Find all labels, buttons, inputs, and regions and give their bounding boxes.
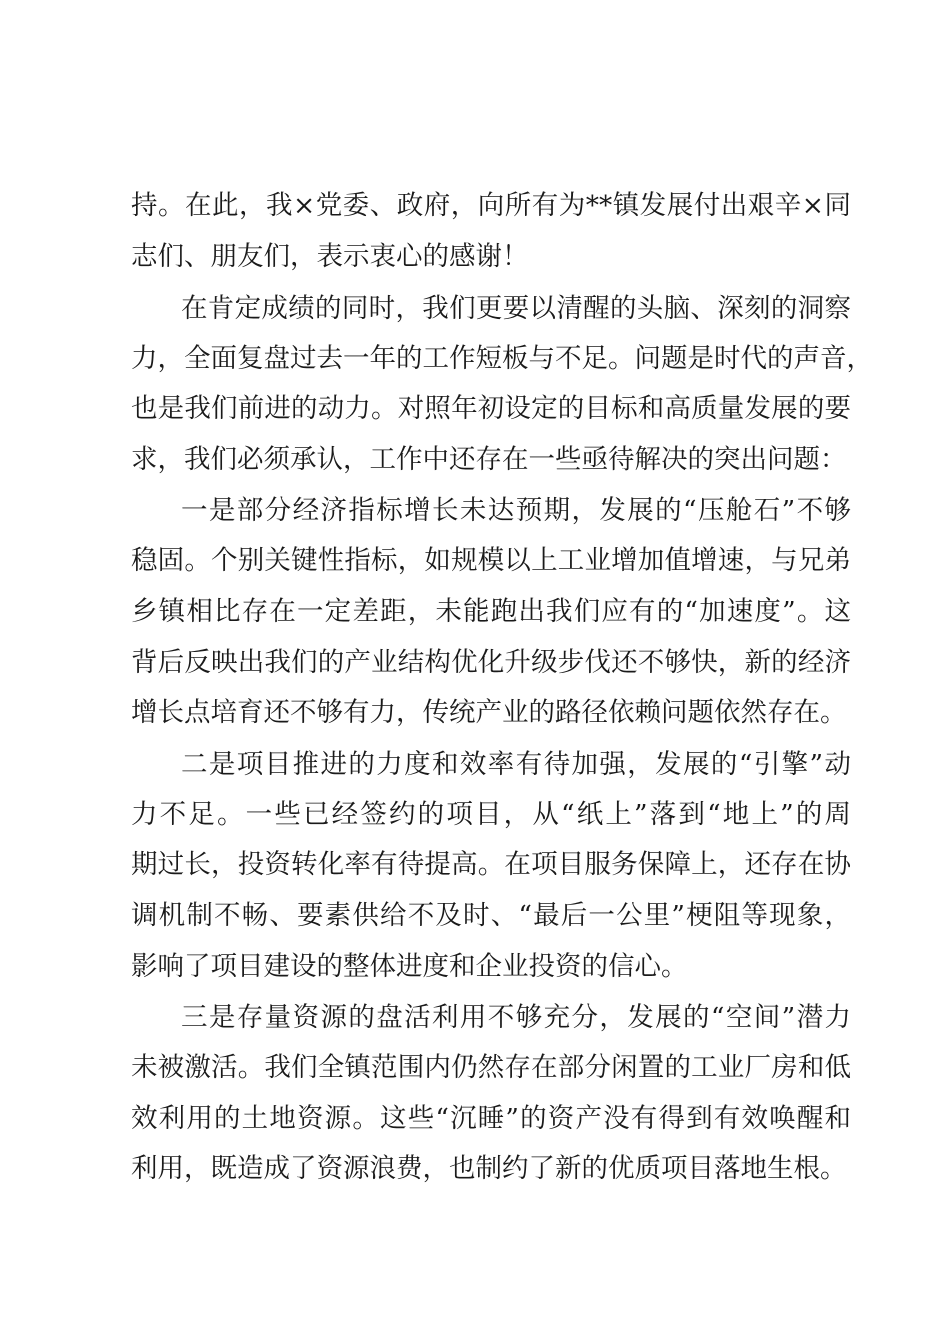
text-line: 求，我们必须承认，工作中还存在一些亟待解决的突出问题： [131,444,847,475]
text-line: 期过长，投资转化率有待提高。在项目服务保障上，还存在协 [131,849,851,880]
text-line: 稳固。个别关键性指标，如规模以上工业增加值增速，与兄弟 [131,545,851,576]
text-line: 志们、朋友们，表示衷心的感谢！ [131,241,529,272]
text-line: 利用，既造成了资源浪费，也制约了新的优质项目落地生根。 [131,1153,847,1184]
paragraph-first-line: 一是部分经济指标增长未达预期，发展的“压舱石”不够 [181,495,851,526]
paragraph-first-line: 二是项目推进的力度和效率有待加强，发展的“引擎”动 [181,749,851,780]
text-line: 力不足。一些已经签约的项目，从“纸上”落到“地上”的周 [131,799,851,830]
text-line: 未被激活。我们全镇范围内仍然存在部分闲置的工业厂房和低 [131,1052,851,1083]
text-line: 增长点培育还不够有力，传统产业的路径依赖问题依然存在。 [131,697,847,728]
text-line: 影响了项目建设的整体进度和企业投资的信心。 [131,951,688,982]
text-line: 也是我们前进的动力。对照年初设定的目标和高质量发展的要 [131,393,851,424]
text-line: 调机制不畅、要素供给不及时、“最后一公里”梗阻等现象， [131,900,851,931]
text-line: 力，全面复盘过去一年的工作短板与不足。问题是时代的声音， [131,343,873,374]
paragraph-first-line: 三是存量资源的盘活利用不够充分，发展的“空间”潜力 [181,1002,851,1033]
text-line: 乡镇相比存在一定差距，未能跑出我们应有的“加速度”。这 [131,596,851,627]
text-line: 效利用的土地资源。这些“沉睡”的资产没有得到有效唤醒和 [131,1103,851,1134]
paragraph-first-line: 在肯定成绩的同时，我们更要以清醒的头脑、深刻的洞察 [181,293,851,324]
text-line: 持。在此，我×党委、政府，向所有为**镇发展付出艰辛×同 [131,190,851,221]
text-line: 背后反映出我们的产业结构优化升级步伐还不够快，新的经济 [131,647,851,678]
